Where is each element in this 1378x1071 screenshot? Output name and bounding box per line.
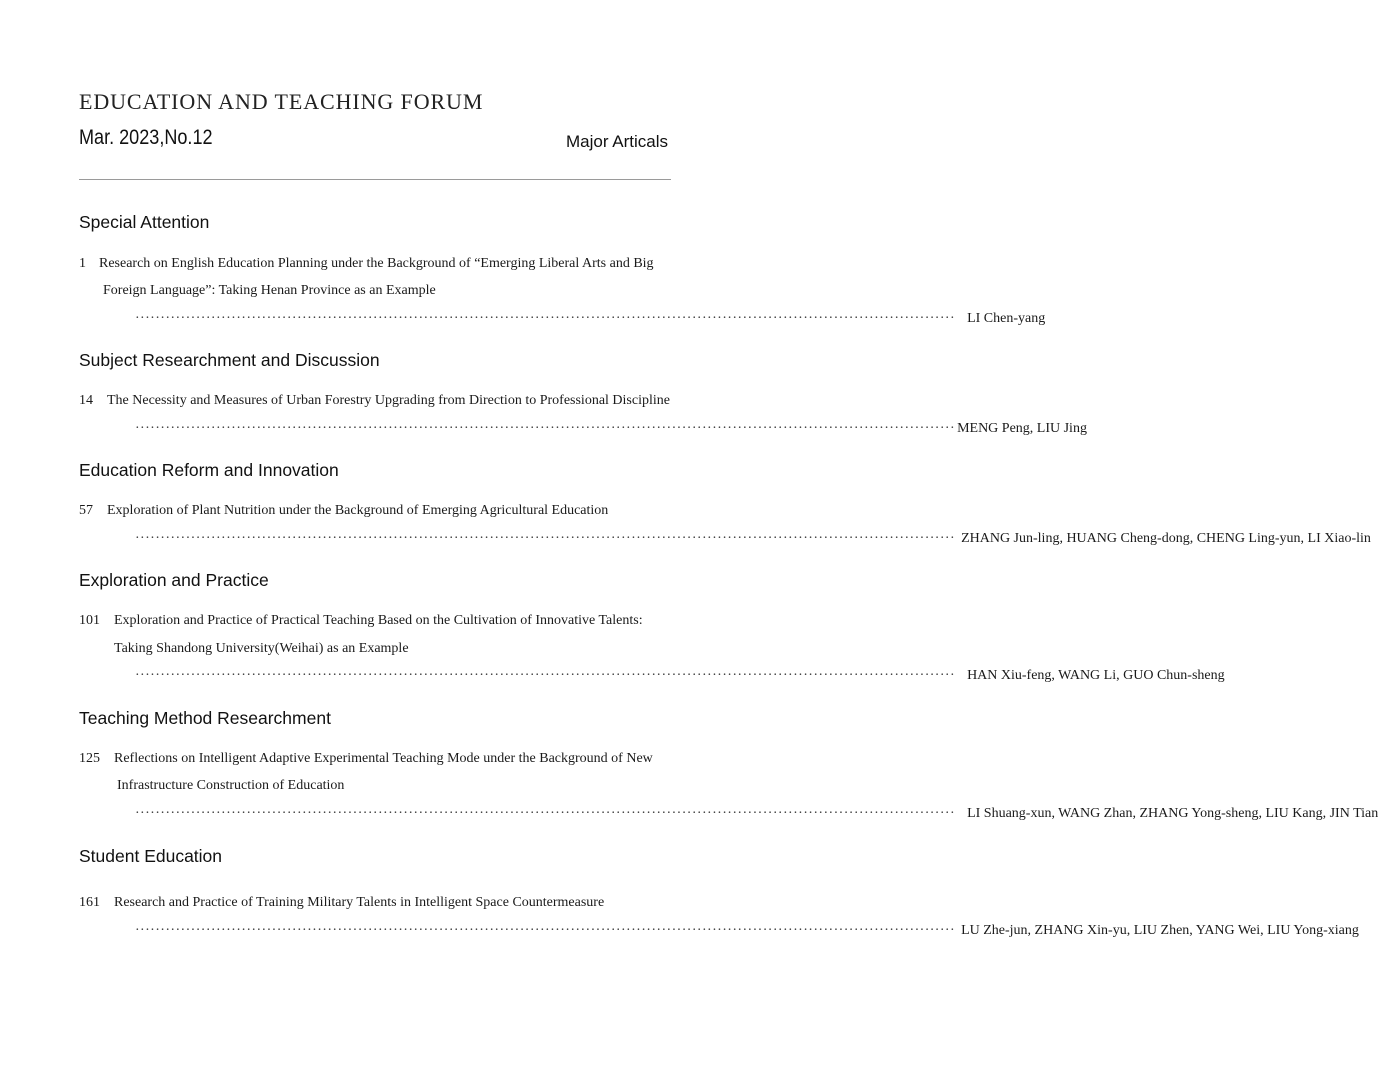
section-heading: Subject Researchment and Discussion: [79, 350, 380, 370]
byline: [135, 421, 1087, 437]
byline: [135, 668, 1225, 684]
dot-leader: ··································································································································································: [135, 923, 956, 938]
authors: LU Zhe-jun, ZHANG Xin-yu, LIU Zhen, YANG Wei, LIU Yong-xiang: [961, 923, 1359, 938]
article-title-line[interactable]: [79, 503, 608, 519]
article-title: Research on English Education Planning under the Background of “Emerging Liberal Arts and Big: [99, 256, 654, 271]
page-number: 1: [79, 256, 86, 271]
article-title-line[interactable]: Taking Shandong University(Weihai) as an Example: [114, 641, 409, 656]
authors: MENG Peng, LIU Jing: [957, 421, 1087, 436]
article-title-line[interactable]: [79, 613, 643, 629]
section-kind: Major Articals: [565, 132, 668, 151]
page-number: 161: [79, 895, 100, 910]
article-title-line[interactable]: Foreign Language”: Taking Henan Province as an Example: [103, 283, 436, 298]
byline: [135, 531, 1371, 547]
article-title-line[interactable]: [79, 393, 670, 409]
dot-leader: ··································································································································································: [135, 668, 956, 683]
page-number: 125: [79, 751, 100, 766]
article-title: The Necessity and Measures of Urban Forestry Upgrading from Direction to Professional Discipline: [107, 393, 670, 408]
journal-title: EDUCATION AND TEACHING FORUM: [79, 89, 484, 114]
byline: [135, 923, 1359, 939]
authors: LI Shuang-xun, WANG Zhan, ZHANG Yong-sheng, LIU Kang, JIN Tian: [967, 806, 1378, 821]
article-title-line[interactable]: [79, 256, 654, 272]
byline: [135, 806, 1378, 822]
section-heading: Special Attention: [79, 212, 210, 232]
section-heading: Student Education: [79, 846, 223, 866]
section-heading: Teaching Method Researchment: [79, 708, 331, 728]
page-number: 14: [79, 393, 93, 408]
dot-leader: ··································································································································································: [135, 806, 956, 821]
byline: [135, 311, 1046, 327]
issue-info: Mar. 2023,No.12: [79, 126, 213, 149]
article-title-line[interactable]: [79, 895, 604, 911]
article-title: Exploration of Plant Nutrition under the Background of Emerging Agricultural Education: [107, 503, 609, 518]
article-title: Exploration and Practice of Practical Teaching Based on the Cultivation of Innovative Talents:: [114, 613, 643, 628]
section-heading: Education Reform and Innovation: [79, 460, 339, 480]
article-title-line[interactable]: [79, 751, 653, 767]
page-number: 101: [79, 613, 100, 628]
article-title: Research and Practice of Training Military Talents in Intelligent Space Countermeasure: [114, 895, 605, 910]
dot-leader: ··································································································································································: [135, 421, 956, 436]
authors: ZHANG Jun-ling, HUANG Cheng-dong, CHENG Ling-yun, LI Xiao-lin: [961, 531, 1371, 546]
page-number: 57: [79, 503, 93, 518]
article-title: Reflections on Intelligent Adaptive Experimental Teaching Mode under the Background of New: [114, 751, 653, 766]
authors: LI Chen-yang: [967, 311, 1046, 326]
dot-leader: ··································································································································································: [135, 311, 956, 326]
dot-leader: ··································································································································································: [135, 531, 956, 546]
section-heading: Exploration and Practice: [79, 570, 269, 590]
article-title-line[interactable]: Infrastructure Construction of Education: [117, 778, 345, 793]
header-rule: [79, 179, 671, 180]
authors: HAN Xiu-feng, WANG Li, GUO Chun-sheng: [967, 668, 1225, 683]
